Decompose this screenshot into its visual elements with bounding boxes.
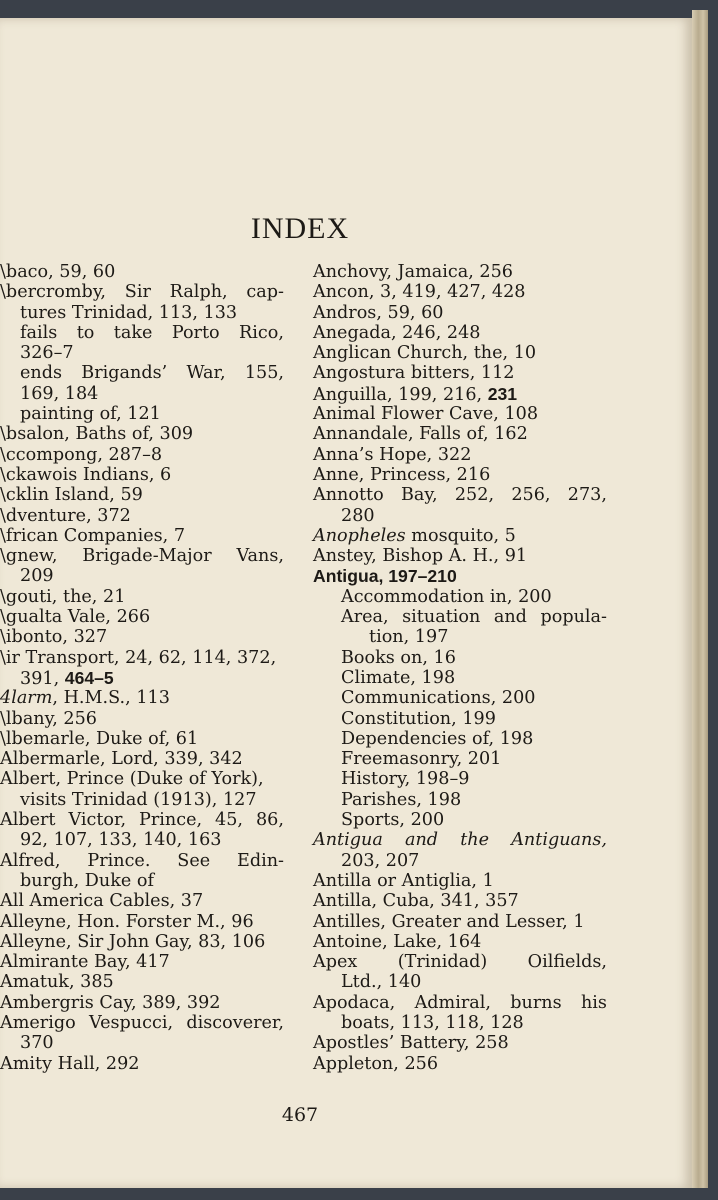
index-entry: Anne, Princess, 216	[313, 464, 491, 485]
index-entry: Ancon, 3, 419, 427, 428	[313, 282, 526, 303]
index-entry: Anopheles mosquito, 5	[313, 525, 516, 546]
index-entry: \ccompong, 287–8	[0, 444, 163, 465]
index-entry: \bercromby, Sir Ralph, cap-	[0, 282, 284, 303]
index-entry: \gualta Vale, 266	[0, 607, 151, 628]
index-entry: Almirante Bay, 417	[0, 952, 170, 973]
index-entry: Anguilla, 199, 216, 231	[313, 383, 518, 405]
index-entry: \ir Transport, 24, 62, 114, 372,	[0, 647, 277, 668]
index-entry: Alleyne, Sir John Gay, 83, 106	[0, 931, 266, 952]
index-entry: Apostles’ Battery, 258	[313, 1033, 509, 1054]
index-entry: 370	[20, 1033, 54, 1054]
index-entry: Antilles, Greater and Lesser, 1	[313, 911, 585, 932]
index-entry: \ibonto, 327	[0, 627, 108, 648]
index-entry: 280	[341, 505, 375, 526]
index-entry: Alfred, Prince. See Edin-	[0, 850, 284, 871]
index-entry: tion, 197	[369, 627, 449, 648]
index-entry: All America Cables, 37	[0, 891, 204, 912]
index-entry: 326–7	[20, 343, 74, 364]
index-column-right	[313, 262, 607, 1074]
index-entry: Albert, Prince (Duke of York),	[0, 769, 264, 790]
index-entry: Anna’s Hope, 322	[313, 444, 472, 465]
index-entry: Constitution, 199	[341, 708, 496, 729]
index-entry: Albermarle, Lord, 339, 342	[0, 749, 243, 770]
index-entry: 391, 464–5	[20, 667, 114, 689]
index-entry: 209	[20, 566, 54, 587]
index-entry: boats, 113, 118, 128	[341, 1012, 524, 1033]
index-entry: Annotto Bay, 252, 256, 273,	[313, 485, 607, 506]
index-entry: \lbany, 256	[0, 708, 98, 729]
index-entry: Annandale, Falls of, 162	[313, 424, 528, 445]
index-entry: Andros, 59, 60	[313, 302, 444, 323]
index-entry: Ambergris Cay, 389, 392	[0, 992, 221, 1013]
index-entry: tures Trinidad, 113, 133	[20, 302, 238, 323]
page-number: 467	[281, 1104, 319, 1126]
index-entry: Climate, 198	[341, 667, 456, 688]
index-entry: \frican Companies, 7	[0, 525, 186, 546]
index-entry: Antigua, 197–210	[313, 566, 457, 587]
index-entry: \gouti, the, 21	[0, 586, 126, 607]
index-entry: Area, situation and popula-	[341, 607, 607, 628]
index-entry: Antigua and the Antiguans,	[313, 830, 607, 851]
index-entry: Sports, 200	[341, 810, 445, 831]
page-edge	[692, 10, 708, 1188]
index-entry: \gnew, Brigade-Major Vans,	[0, 546, 284, 567]
index-entry: Amerigo Vespucci, discoverer,	[0, 1012, 284, 1033]
index-entry: Anglican Church, the, 10	[313, 343, 537, 364]
index-entry: Ltd., 140	[341, 972, 422, 993]
index-entry: Accommodation in, 200	[341, 586, 552, 607]
index-entry: visits Trinidad (1913), 127	[20, 789, 257, 810]
index-entry: Books on, 16	[341, 647, 456, 668]
index-entry: Antilla or Antiglia, 1	[313, 870, 494, 891]
index-entry: 92, 107, 133, 140, 163	[20, 830, 222, 851]
index-entry: Communications, 200	[341, 688, 536, 709]
index-entry: Appleton, 256	[313, 1053, 439, 1074]
index-entry: Apodaca, Admiral, burns his	[313, 992, 607, 1013]
index-entry: Freemasonry, 201	[341, 749, 502, 770]
index-entry: Alleyne, Hon. Forster M., 96	[0, 911, 254, 932]
index-entry: 203, 207	[341, 850, 420, 871]
index-entry: painting of, 121	[20, 404, 161, 425]
index-entry: Albert Victor, Prince, 45, 86,	[0, 810, 284, 831]
index-entry: Anchovy, Jamaica, 256	[313, 262, 513, 282]
index-entry: \lbemarle, Duke of, 61	[0, 728, 199, 749]
index-entry: Apex (Trinidad) Oilfields,	[313, 952, 607, 973]
index-entry: burgh, Duke of	[20, 870, 154, 891]
index-entry: Parishes, 198	[341, 789, 462, 810]
index-entry: 4larm, H.M.S., 113	[0, 688, 170, 709]
index-entry: Anegada, 246, 248	[313, 322, 481, 343]
index-entry: Amity Hall, 292	[0, 1053, 140, 1074]
index-entry: Antoine, Lake, 164	[313, 931, 482, 952]
index-entry: \baco, 59, 60	[0, 262, 116, 282]
index-entry: Angostura bitters, 112	[313, 363, 515, 384]
index-entry: \cklin Island, 59	[0, 485, 143, 506]
index-entry: ends Brigands’ War, 155,	[20, 363, 284, 384]
index-entry: Amatuk, 385	[0, 972, 114, 993]
index-entry: \dventure, 372	[0, 505, 131, 526]
index-entry: History, 198–9	[341, 769, 470, 790]
index-entry: \ckawois Indians, 6	[0, 464, 172, 485]
page-title: INDEX	[250, 212, 350, 245]
index-entry: Animal Flower Cave, 108	[313, 404, 539, 425]
index-entry: fails to take Porto Rico,	[20, 322, 284, 343]
index-entry: Dependencies of, 198	[341, 728, 534, 749]
index-entry: \bsalon, Baths of, 309	[0, 424, 194, 445]
index-entry: Antilla, Cuba, 341, 357	[313, 891, 519, 912]
index-entry: 169, 184	[20, 383, 99, 404]
index-entry: Anstey, Bishop A. H., 91	[313, 546, 528, 567]
index-column-left	[0, 262, 284, 1074]
